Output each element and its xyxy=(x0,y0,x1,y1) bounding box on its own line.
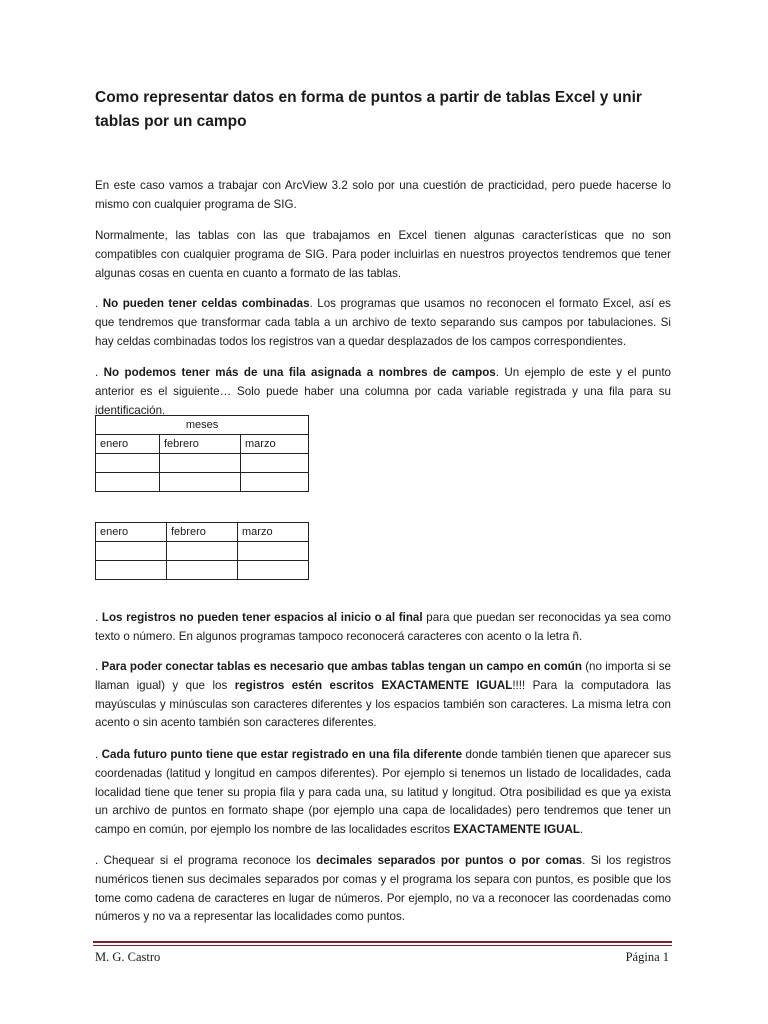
table-cell xyxy=(238,542,309,561)
table-cell xyxy=(167,542,238,561)
table-cell xyxy=(160,454,241,473)
intro-paragraph: En este caso vamos a trabajar con ArcView 3.2 solo por una cuestión de practicidad, pero puede hacerse lo mismo con cualquier programa de SIG. xyxy=(95,179,671,211)
table-header-cell: enero xyxy=(96,435,160,454)
rule-merged-cells xyxy=(95,295,671,351)
rule-bullet: . xyxy=(95,366,104,379)
merged-header-cell: meses xyxy=(96,416,309,435)
table-header-cell: marzo xyxy=(238,523,309,542)
table-cell xyxy=(96,454,160,473)
rule-single-header-row xyxy=(95,364,671,420)
example-table-merged xyxy=(95,415,309,492)
example-table-simple xyxy=(95,522,309,580)
table-header-cell: marzo xyxy=(241,435,309,454)
rule-decimal-separator: . Chequear si el programa reconoce los decimales separados por puntos o por comas. Si los registros numéricos tienen sus decimales separados por comas y el programa los separa con puntos, es posible que los tome como cadena de caracteres en lugar de números. Por ejemplo, no va a reconocer las coordenadas como números y no va a representar las localidades como puntos. xyxy=(95,854,671,924)
table-header-cell: enero xyxy=(96,523,167,542)
table-cell xyxy=(167,561,238,580)
table-cell xyxy=(241,454,309,473)
rule-bullet: . xyxy=(95,297,103,310)
rule-no-spaces: . Los registros no pueden tener espacios al inicio o al final para que puedan ser reconocidas ya sea como texto o número. En algunos programas tampoco reconocerá caracteres con acento o la letra ñ. xyxy=(95,611,671,643)
table-cell xyxy=(96,542,167,561)
rule-common-field: . Para poder conectar tablas es necesario que ambas tablas tengan un campo en común (no importa si se llaman igual) y que los registros estén escritos EXACTAMENTE IGUAL!!!! Para la computadora las mayúsculas y minúsculas son caracteres diferentes y los espacios también son caracteres. La misma letra con acento o sin acento también son caracteres diferentes. xyxy=(95,660,672,730)
table-header-cell: febrero xyxy=(160,435,241,454)
rule-one-row-per-point: . Cada futuro punto tiene que estar registrado en una fila diferente donde también tienen que aparecer sus coordenadas (latitud y longitud en campos diferentes). Por ejemplo si tenemos un listado de localidades, cada localidad tiene que tener su propia fila y para cada una, su latitud y longitud. Otra posibilidad es que ya exista un archivo de puntos en formato shape (por ejemplo una capa de localidades) pero tendremos que tener un campo en común, por ejemplo los nombre de las localidades escritos EXACTAMENTE IGUAL. xyxy=(95,748,671,837)
rule-heading: No pueden tener celdas combinadas xyxy=(102,297,310,310)
footer-page-number: Página 1 xyxy=(625,950,669,964)
table-cell xyxy=(160,473,241,492)
table-cell xyxy=(96,473,160,492)
context-paragraph: Normalmente, las tablas con las que trabajamos en Excel tienen algunas características que no son compatibles con cualquier programa de SIG. Para poder incluirlas en nuestros proyectos tendremos que tener algunas cosas en cuenta en cuanto a formato de las tablas. xyxy=(95,229,671,280)
footer-divider xyxy=(93,941,672,943)
footer-divider-thin xyxy=(93,945,672,946)
rule-body: . Un ejemplo de este y el punto anterior es el siguiente… Solo puede haber una columna por cada variable registrada y una fila para su identificación. xyxy=(95,366,671,417)
document-title: Como representar datos en forma de puntos a partir de tablas Excel y unir tablas por un campo xyxy=(95,89,642,130)
table-cell xyxy=(241,473,309,492)
table-cell xyxy=(238,561,309,580)
rule-body: . Los programas que usamos no reconocen el formato Excel, así es que tendremos que transformar cada tabla a un archivo de texto separando sus campos por tabulaciones. Si hay celdas combinadas todos los registros van a quedar desplazados de los campos correspondientes. xyxy=(95,297,671,348)
table-cell xyxy=(96,561,167,580)
table-header-cell: febrero xyxy=(167,523,238,542)
rule-heading: No podemos tener más de una fila asignada a nombres de campos xyxy=(103,366,496,379)
footer-author: M. G. Castro xyxy=(95,950,161,964)
